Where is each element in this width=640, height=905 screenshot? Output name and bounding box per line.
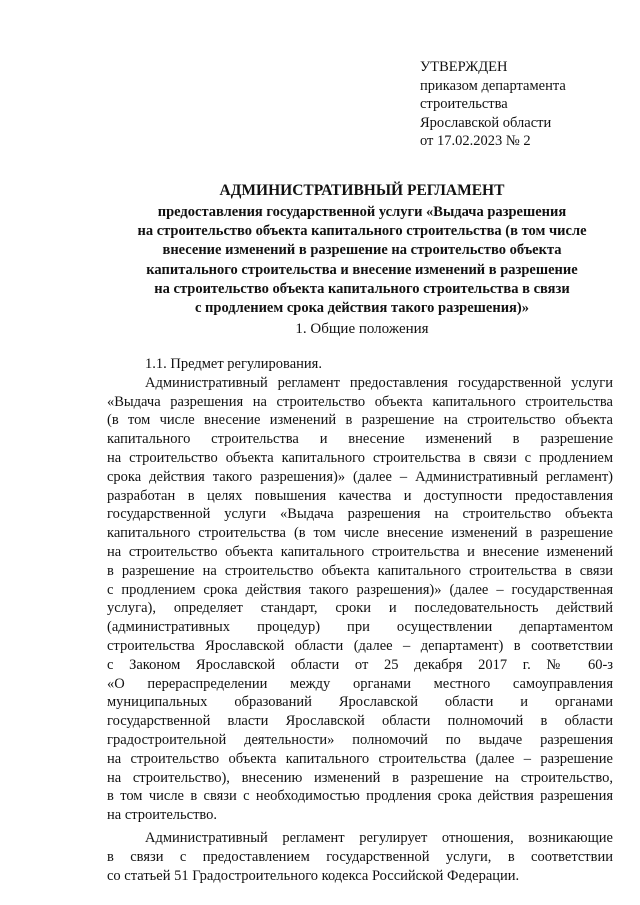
paragraph-line: градостроительной деятельности» полномочий по выдаче разрешения <box>107 731 613 748</box>
paragraph-line: (административных процедур) при осуществлении департаментом <box>107 619 613 636</box>
title-sub-line: предоставления государственной услуги «Выдача разрешения <box>157 204 567 220</box>
paragraph-line: Административный регламент регулирует отношения, возникающие <box>145 829 613 846</box>
paragraph-line: строительства Ярославской области (далее – департамент) в соответствии <box>107 637 613 654</box>
paragraph-line: Административный регламент предоставления государственной услуги <box>145 374 613 391</box>
approval-line: УТВЕРЖДЕН <box>420 59 508 75</box>
paragraph-line: «Выдача разрешения на строительство объекта капитального строительства <box>107 393 613 410</box>
paragraph-line: капитального строительства (в том числе внесение изменений в разрешение <box>107 525 613 542</box>
approval-line: от 17.02.2023 № 2 <box>420 133 531 149</box>
paragraph-line: (в том числе внесение изменений в разрешение на строительство объекта <box>107 412 613 429</box>
title-sub-line: на строительство объекта капитального строительства в связи <box>154 280 570 297</box>
title-sub-line: внесение изменений в разрешение на строительство объекта <box>162 242 562 259</box>
paragraph-line: на строительство. <box>107 807 218 824</box>
paragraph-line: срока действия такого разрешения)» (далее – Административный регламент) <box>107 468 613 485</box>
title-sub-line: на строительство объекта капитального строительства (в том числе <box>137 223 587 240</box>
title-sub-line: с продлением срока действия такого разрешения)» <box>195 300 529 317</box>
paragraph-line: государственной власти Ярославской области полномочий в области <box>107 713 613 730</box>
paragraph-line: государственной услуги «Выдача разрешения на строительство объекта <box>107 506 613 523</box>
paragraph-line: «О перераспределении между органами местного самоуправления <box>107 675 613 692</box>
paragraph-line: в разрешение на строительство объекта капитального строительства в связи <box>107 562 613 579</box>
paragraph-line: на строительство объекта капитального строительства (далее – разрешение <box>107 750 613 767</box>
paragraph-line: на строительство объекта капитального строительства и внесение изменений <box>107 543 613 560</box>
paragraph-line: услуга), определяет стандарт, сроки и последовательность действий <box>107 600 613 617</box>
paragraph-line: разработан в целях повышения качества и доступности предоставления <box>107 487 613 504</box>
paragraph-line: со статьей 51 Градостроительного кодекса Российской Федерации. <box>107 867 520 884</box>
approval-line: строительства <box>420 96 508 112</box>
paragraph-line: на строительство объекта капитального строительства в связи с продлением <box>107 449 613 466</box>
approval-line: Ярославской области <box>420 114 552 131</box>
title-sub-line: капитального строительства и внесение изменений в разрешение <box>146 261 578 278</box>
paragraph-line: капитального строительства и внесение изменений в разрешение <box>107 431 613 448</box>
paragraph-line: с продлением срока действия такого разрешения)» (далее – государственная <box>107 581 613 598</box>
paragraph-line: муниципальных образований Ярославской области и органами <box>107 694 613 711</box>
title-main: АДМИНИСТРАТИВНЫЙ РЕГЛАМЕНТ <box>219 182 505 199</box>
paragraph-line: на строительство), внесению изменений в разрешение на строительство, <box>107 769 613 786</box>
document-title <box>100 181 624 318</box>
body-text <box>107 355 613 885</box>
paragraph-line: в том числе в связи с необходимостью продления срока действия разрешения <box>107 788 613 805</box>
subsection-heading: 1.1. Предмет регулирования. <box>145 356 322 372</box>
approval-stamp <box>420 58 620 151</box>
paragraph-line: с Законом Ярославской области от 25 декабря 2017 г. № 60-з <box>107 656 613 673</box>
section-heading: 1. Общие положения <box>295 321 429 337</box>
paragraph-line: в связи с предоставлением государственной услуги, в соответствии <box>107 848 613 865</box>
approval-line: приказом департамента <box>420 77 566 94</box>
